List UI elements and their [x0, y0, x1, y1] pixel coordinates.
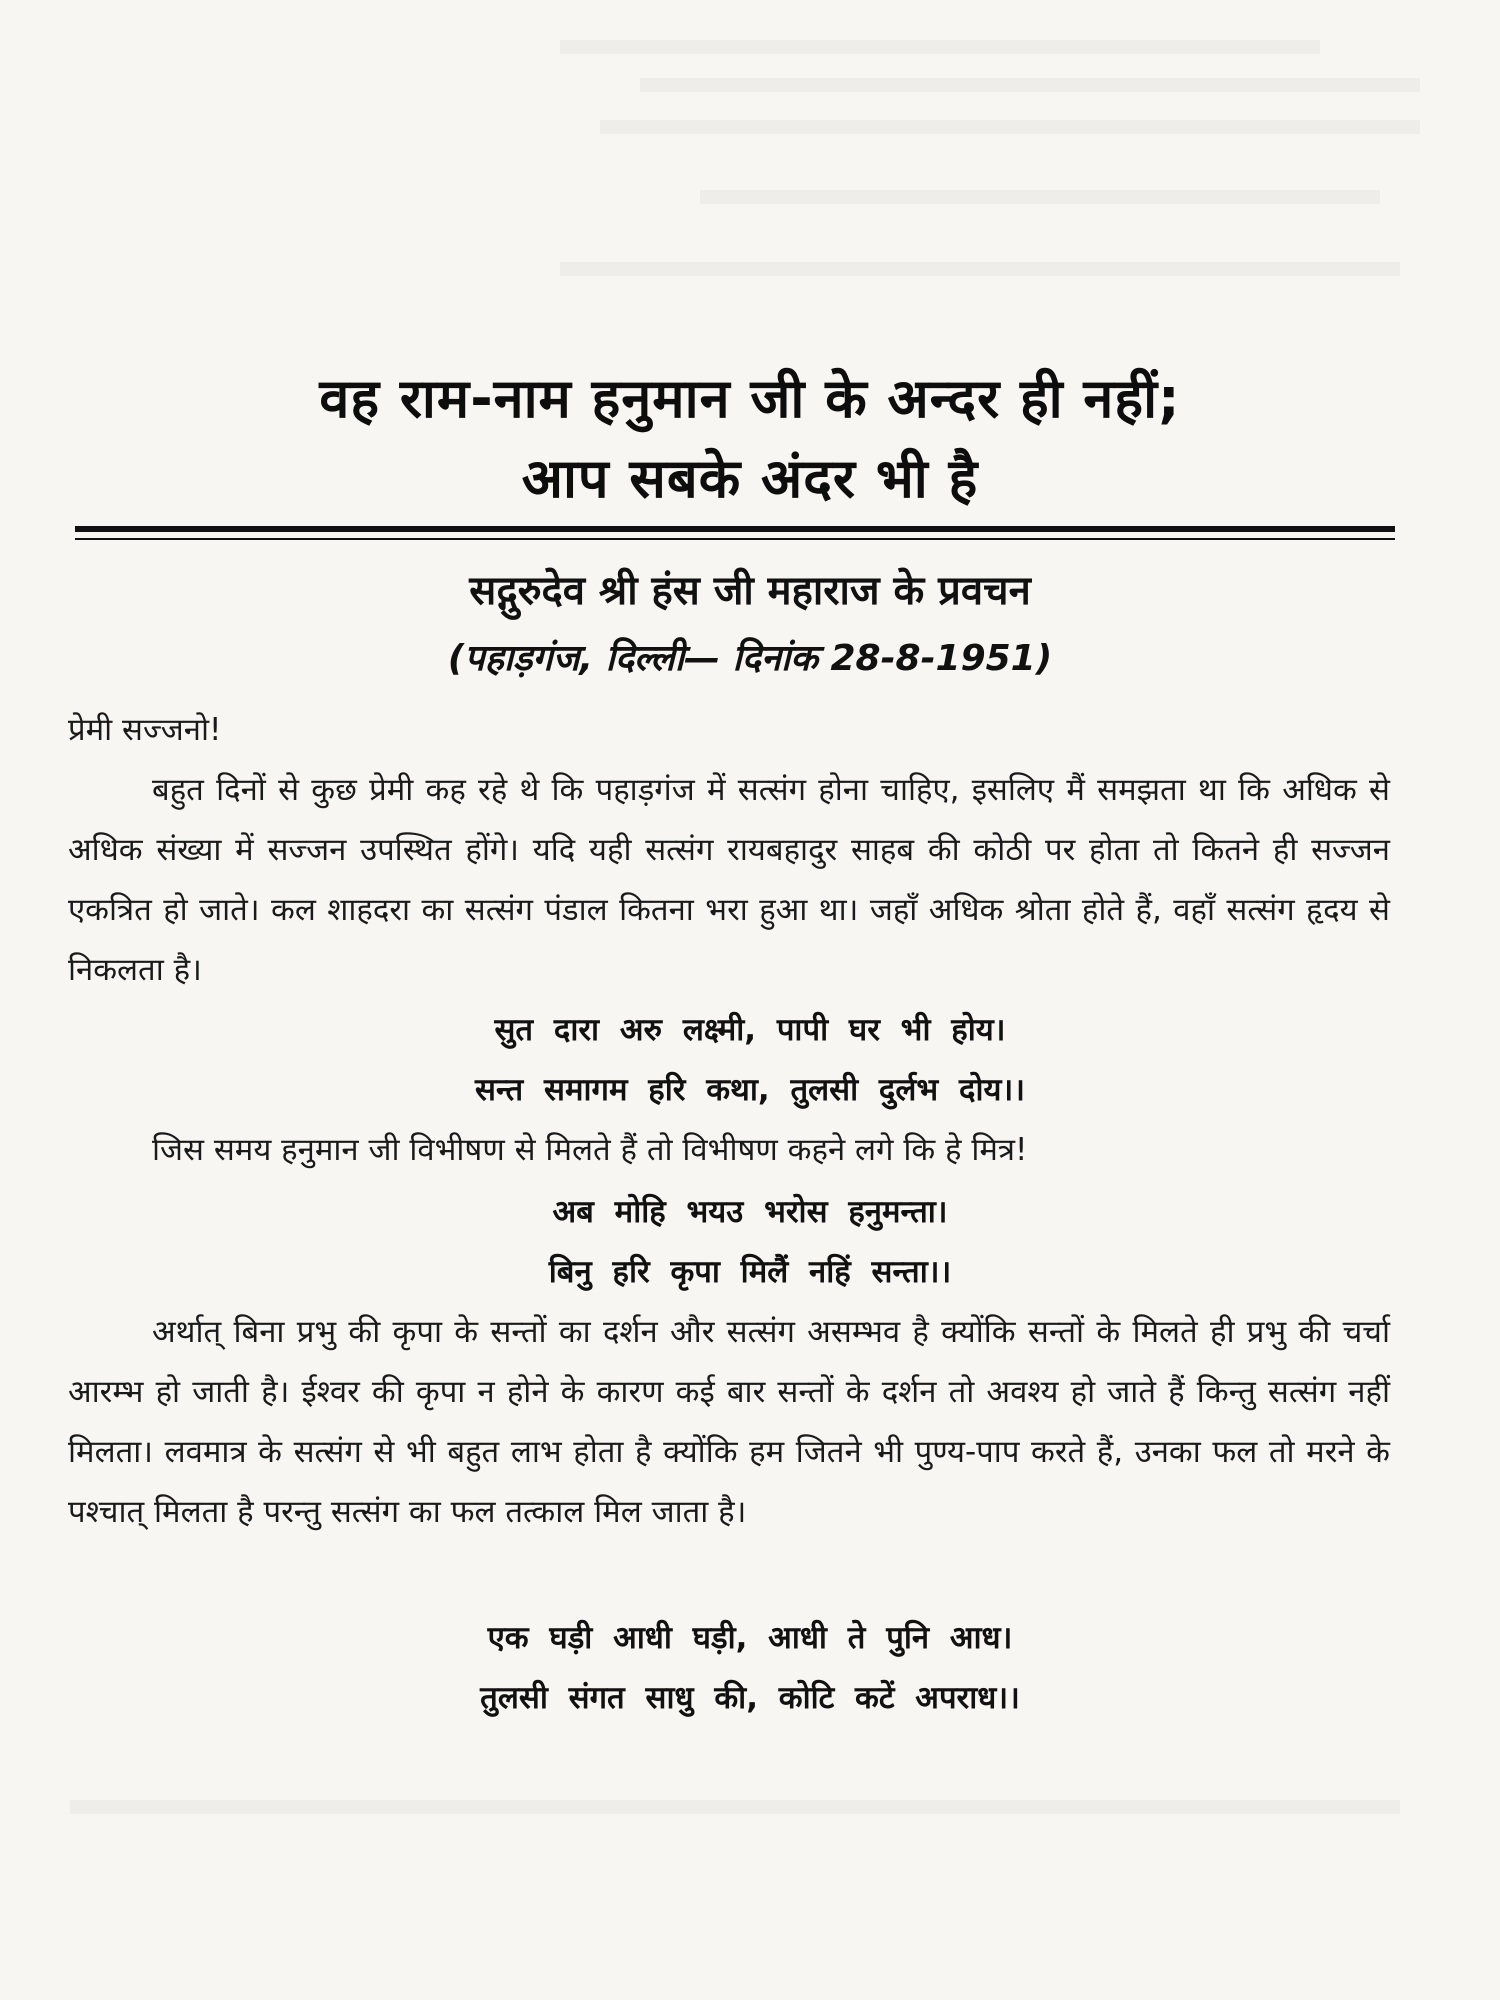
paragraph: अर्थात् बिना प्रभु की कृपा के सन्तों का दर्शन और सत्संग असम्भव है क्योंकि सन्तों के मिलते ही प्रभु की चर्चा आरम्भ हो जाती है। ईश्वर की कृपा न होने के कारण कई बार सन्तों के दर्शन तो अवश्य हो जाते हैं किन्तु सत्संग नहीं मिलता। लवमात्र के सत्संग से भी बहुत लाभ होता है क्योंकि हम जितने भी पुण्य-पाप करते हैं, उनका फल तो मरने के पश्चात् मिलता है परन्तु सत्संग का फल तत्काल मिल जाता है।: [68, 1314, 1390, 1530]
verse-line: तुलसी संगत साधु की, कोटि कटें अपराध।।: [480, 1680, 1020, 1716]
salutation: प्रेमी सज्जनो!: [68, 712, 222, 748]
verse-line: बिनु हरि कृपा मिलैं नहिं सन्ता।।: [548, 1254, 952, 1290]
show-through-line: [70, 1800, 1400, 1814]
discourse-subtitle: सद्गुरुदेव श्री हंस जी महाराज के प्रवचन: [469, 568, 1031, 614]
verse-line: अब मोहि भयउ भरोस हनुमन्ता।: [552, 1194, 948, 1230]
show-through-line: [700, 190, 1380, 204]
show-through-line: [640, 78, 1420, 92]
venue-date: (पहाड़गंज, दिल्ली— दिनांक 28-8-1951): [447, 638, 1053, 679]
show-through-line: [560, 40, 1320, 54]
page-title-line-1: वह राम-नाम हनुमान जी के अन्दर ही नहीं;: [319, 367, 1181, 430]
show-through-line: [560, 262, 1400, 276]
verse-line: एक घड़ी आधी घड़ी, आधी ते पुनि आध।: [487, 1620, 1013, 1656]
title-rule-thick: [75, 526, 1395, 532]
verse-line: सुत दारा अरु लक्ष्मी, पापी घर भी होय।: [494, 1012, 1006, 1048]
verse-line: सन्त समागम हरि कथा, तुलसी दुर्लभ दोय।।: [475, 1072, 1025, 1108]
title-rule-thin: [75, 538, 1395, 540]
show-through-line: [600, 120, 1420, 134]
paragraph: जिस समय हनुमान जी विभीषण से मिलते हैं तो विभीषण कहने लगे कि हे मित्र!: [152, 1132, 1028, 1168]
page-title-line-2: आप सबके अंदर भी है: [521, 447, 979, 510]
paragraph: बहुत दिनों से कुछ प्रेमी कह रहे थे कि पहाड़गंज में सत्संग होना चाहिए, इसलिए मैं समझता था कि अधिक से अधिक संख्या में सज्जन उपस्थित होंगे। यदि यही सत्संग रायबहादुर साहब की कोठी पर होता तो कितने ही सज्जन एकत्रित हो जाते। कल शाहदरा का सत्संग पंडाल कितना भरा हुआ था। जहाँ अधिक श्रोता होते हैं, वहाँ सत्संग हृदय से निकलता है।: [68, 772, 1390, 988]
